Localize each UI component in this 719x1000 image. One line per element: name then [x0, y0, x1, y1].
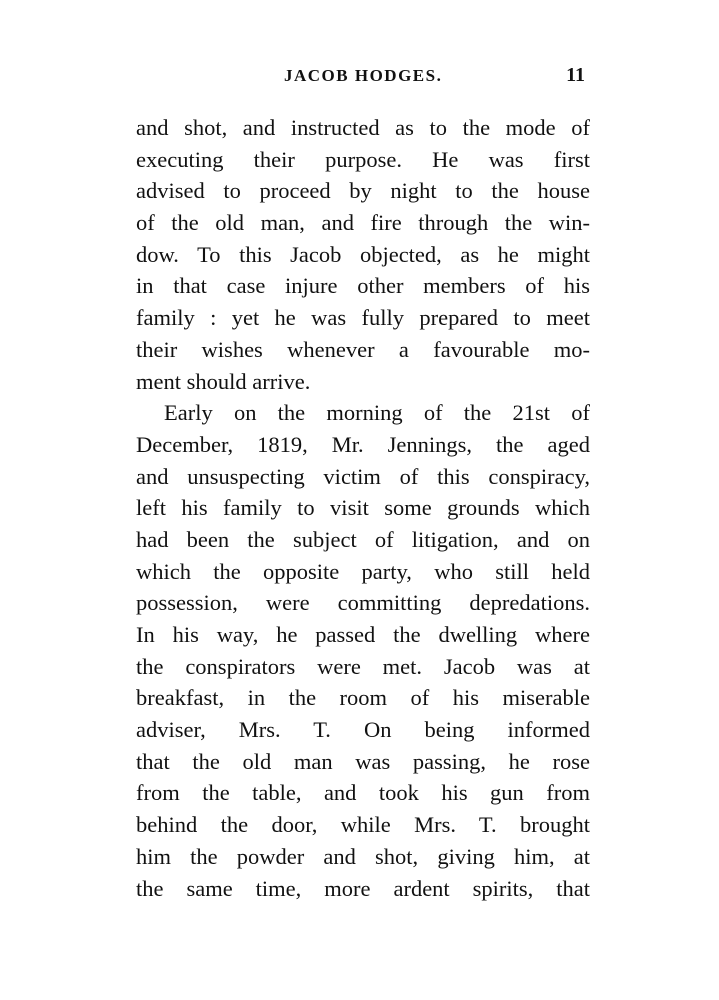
text-line: In his way, he passed the dwelling where	[136, 622, 590, 647]
text-line: in that case injure other members of his	[136, 273, 590, 299]
running-title: JACOB HODGES.	[284, 66, 443, 85]
text-line: breakfast, in the room of his miserable	[136, 685, 590, 711]
text-line: had been the subject of litigation, and on	[136, 526, 590, 552]
text-line: left his family to visit some grounds which	[136, 495, 590, 521]
running-head	[136, 64, 591, 90]
text-line: possession, were committing depredations.	[136, 590, 590, 616]
text-line: of the old man, and fire through the win-	[136, 210, 590, 236]
text-line: their wishes whenever a favourable mo-	[136, 336, 590, 362]
paragraph-end-line: ment should arrive.	[136, 368, 311, 394]
text-line: behind the door, while Mrs. T. brought	[136, 812, 590, 838]
paragraph-first-line: Early on the morning of the 21st of	[164, 400, 590, 426]
text-line: dow. To this Jacob objected, as he might	[136, 241, 590, 267]
page-number: 11	[566, 64, 585, 86]
text-line: adviser, Mrs. T. On being informed	[136, 717, 590, 743]
text-line: which the opposite party, who still held	[136, 558, 590, 584]
text-line: him the powder and shot, giving him, at	[136, 843, 590, 869]
text-line: executing their purpose. He was first	[136, 146, 590, 172]
text-line: the same time, more ardent spirits, that	[136, 875, 590, 901]
text-line: and shot, and instructed as to the mode of	[136, 115, 590, 140]
text-line: December, 1819, Mr. Jennings, the aged	[136, 431, 590, 457]
text-line: and unsuspecting victim of this conspiracy,	[136, 463, 590, 489]
text-line: that the old man was passing, he rose	[136, 748, 590, 774]
body-text	[136, 112, 590, 904]
text-line: the conspirators were met. Jacob was at	[136, 653, 590, 679]
text-line: family : yet he was fully prepared to meet	[136, 305, 590, 331]
text-line: from the table, and took his gun from	[136, 780, 590, 806]
text-line: advised to proceed by night to the house	[136, 178, 590, 204]
